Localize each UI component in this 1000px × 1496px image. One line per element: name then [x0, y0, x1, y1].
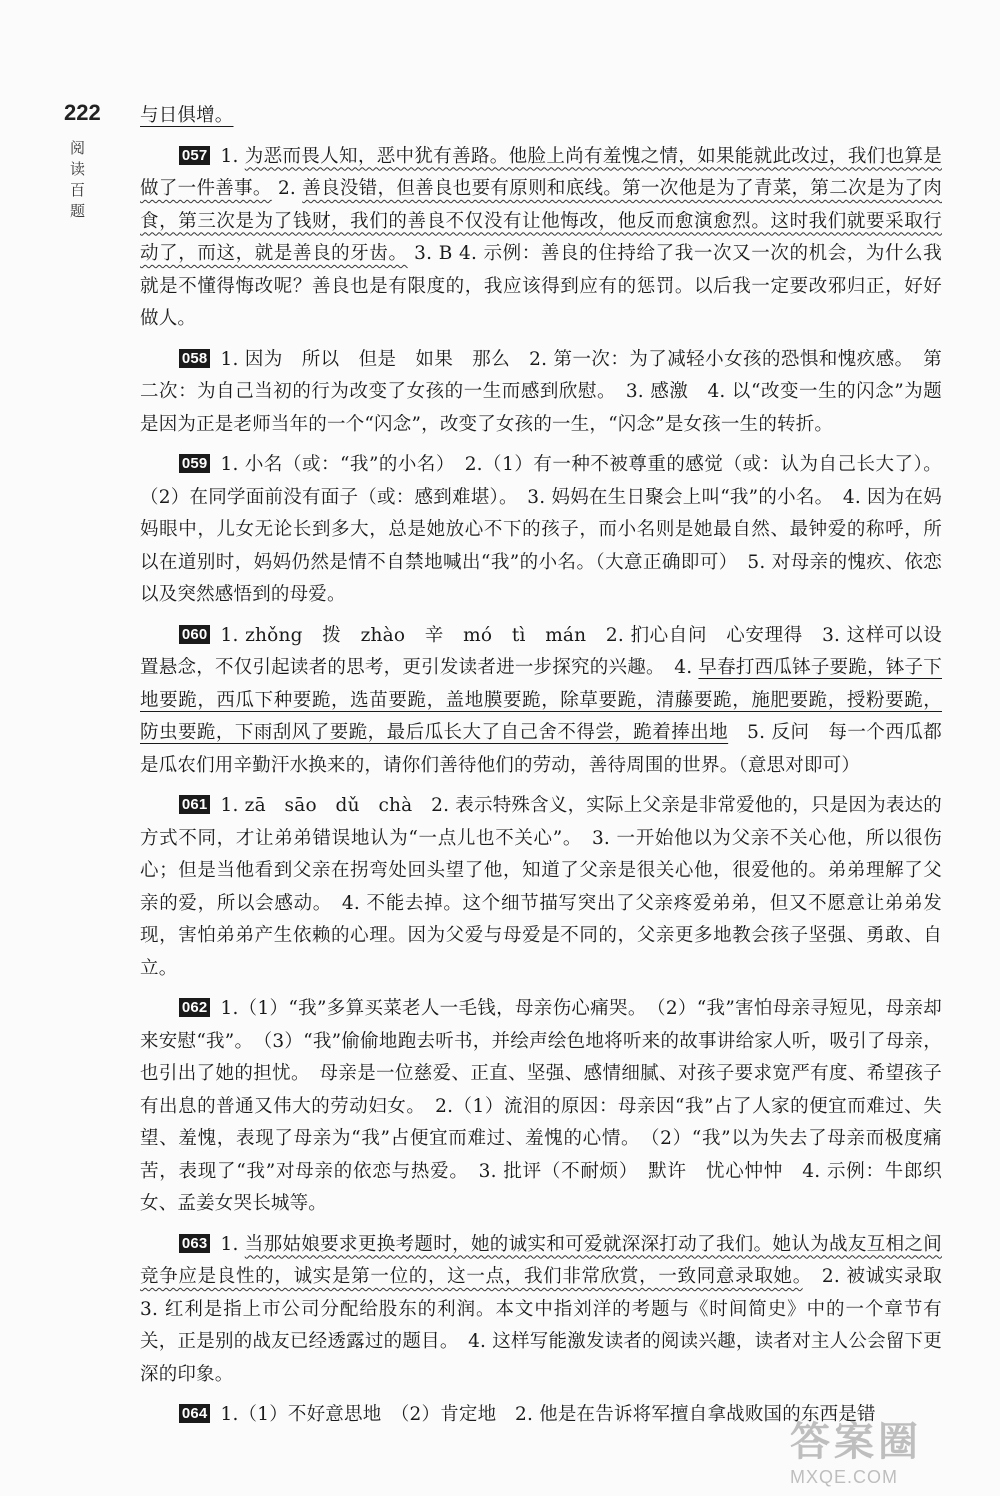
- answer-text: 2. 被诚实录取 3. 红利是指上市公司分配给股东的利润。本文中指刘洋的考题与《时间简史》中的一个章节有关，正是别的战友已经透露过的题目。 4. 这样写能激发读者的阅读兴趣，读者对主人公会留下更深的印象。: [140, 1266, 961, 1385]
- answer-entry-060: [140, 620, 942, 783]
- question-number-badge: 061: [179, 795, 211, 814]
- question-number-badge: 059: [179, 454, 211, 473]
- underlined-answer-text: 当那姑娘要求更换考题时，她的诚实和可爱就深深打动了我们。她认为战友互相之间竞争应是良性的，诚实是第一位的，这一点，我们非常欣赏，一致同意录取她。: [140, 1233, 942, 1287]
- answer-text: 1. 小名（或：“我”的小名） 2.（1）有一种不被尊重的感觉（或：认为自己长大了）。（2）在同学面前没有面子（或：感到难堪）。 3. 妈妈在生日聚会上叫“我”的小名。 4. 因为在妈妈眼中，儿女无论长到多大，总是她放心不下的孩子，而小名则是她最自然、最钟爱的称呼，所以在道别时，妈妈仍然是情不自禁地喊出“我”的小名。（大意正确即可） 5. 对母亲的愧疚、依恋以及突然感悟到的母爱。: [140, 454, 942, 605]
- underlined-answer-text: 早春打西瓜钵子要跪，钵子下地要跪，西瓜下种要跪，选苗要跪，盖地膜要跪，除草要跪，清藤要跪，施肥要跪，授粉要跪，防虫要跪，下雨刮风了要跪，最后瓜长大了自己舍不得尝，跪着捧出地: [140, 657, 942, 743]
- watermark-url: MXQE.COM: [790, 1467, 899, 1487]
- side-section-label: 阅读百题: [70, 139, 86, 220]
- answer-text: 1.: [220, 1233, 245, 1255]
- answer-content: [140, 100, 961, 1440]
- answer-text: 1.（1）不好意思地 （2）肯定地 2. 他是在告诉将军擅自拿战败国的东西是错: [220, 1404, 876, 1425]
- answer-text: 1.（1）“我”多算买菜老人一毛钱，母亲伤心痛哭。 （2）“我”害怕母亲寻短见，母亲却来安慰“我”。 （3）“我”偷偷地跑去听书，并绘声绘色地将听来的故事讲给家人听，吸引了母亲，也引出了她的担忧。 母亲是一位慈爱、正直、坚强、感情细腻、对孩子要求宽严有度、希望孩子有出息的普通又伟大的劳动妇女。 2.（1）流泪的原因：母亲因“我”占了人家的便宜而难过、失望、羞愧，表现了母亲为“我”占便宜而难过、羞愧的心情。 （2）“我”以为失去了母亲而极度痛苦，表现了“我”对母亲的依恋与热爱。 3. 批评（不耐烦） 默许 忧心忡忡 4. 示例：牛郎织女、孟姜女哭长城等。: [140, 998, 942, 1214]
- answer-entry-057: [140, 141, 942, 336]
- answer-text: 3. B 4. 示例：善良的住持给了我一次又一次的机会，为什么我就是不懂得悔改呢？善良也是有限度的，我应该得到应有的惩罚。以后我一定要改邪归正，好好做人。: [140, 243, 942, 329]
- answer-entry-058: [140, 344, 942, 442]
- watermark-logo: [790, 1410, 990, 1490]
- answer-text: 2.: [271, 178, 303, 199]
- answer-text: 1. zhǒng 拨 zhào 辛 mó tì mán 2. 扪心自问 心安理得 3. 这样可以设置悬念，不仅引起读者的思考，更引发读者进一步探究的兴趣。 4.: [140, 624, 942, 678]
- underlined-answer-text: 为恶而畏人知，恶中犹有善路。他脸上尚有羞愧之情，如果能就此改过，我们也算是做了一件善事。: [140, 145, 942, 199]
- lead-line: [140, 100, 942, 133]
- question-number-badge: 062: [179, 998, 211, 1017]
- answer-text: 1.: [220, 145, 245, 167]
- question-number-badge: 064: [179, 1404, 211, 1423]
- question-number-badge: 063: [179, 1234, 211, 1253]
- question-number-badge: 057: [179, 146, 211, 165]
- page-number: 222: [64, 100, 101, 125]
- answer-entry-062: [140, 993, 942, 1221]
- answer-entry-063: [140, 1229, 961, 1392]
- question-number-badge: 060: [179, 625, 211, 644]
- answer-entry-059: [140, 449, 942, 612]
- question-number-badge: 058: [179, 349, 211, 368]
- underlined-answer-text: 善良没错，但善良也要有原则和底线。第一次他是为了青菜，第二次是为了肉食，第三次是为了钱财，我们的善良不仅没有让他悔改，他反而愈演愈烈。这时我们就要采取行动了，而这，就是善良的牙齿。: [140, 178, 942, 264]
- answer-text: 1. zā sāo dǔ chà 2. 表示特殊含义，实际上父亲是非常爱他的，只是因为表达的方式不同，才让弟弟错误地认为“一点儿也不关心”。 3. 一开始他以为父亲不关心他，所以很伤心；但是当他看到父亲在拐弯处回头望了他，知道了父亲是很关心他，很爱他的。弟弟理解了父亲的爱，所以会感动。 4. 不能去掉。这个细节描写突出了父亲疼爱弟弟，但又不愿意让弟弟发现，害怕弟弟产生依赖的心理。因为父爱与母爱是不同的，父亲更多地教会孩子坚强、勇敢、自立。: [140, 795, 942, 979]
- answer-text: 5. 反问 每一个西瓜都是瓜农们用辛勤汗水换来的，请你们善待他们的劳动，善待周围的世界。（意思对即可）: [140, 722, 942, 776]
- answer-text: 1. 因为 所以 但是 如果 那么 2. 第一次：为了减轻小女孩的恐惧和愧疚感。 第二次：为自己当初的行为改变了女孩的一生而感到欣慰。 3. 感激 4. 以“改变一生的闪念”为题是因为正是老师当年的一个“闪念”，改变了女孩的一生，“闪念”是女孩一生的转折。: [140, 348, 942, 435]
- lead-text: 与日俱增。: [140, 105, 234, 126]
- watermark-title: 答案圈: [790, 1420, 922, 1464]
- answer-entry-061: [140, 790, 942, 985]
